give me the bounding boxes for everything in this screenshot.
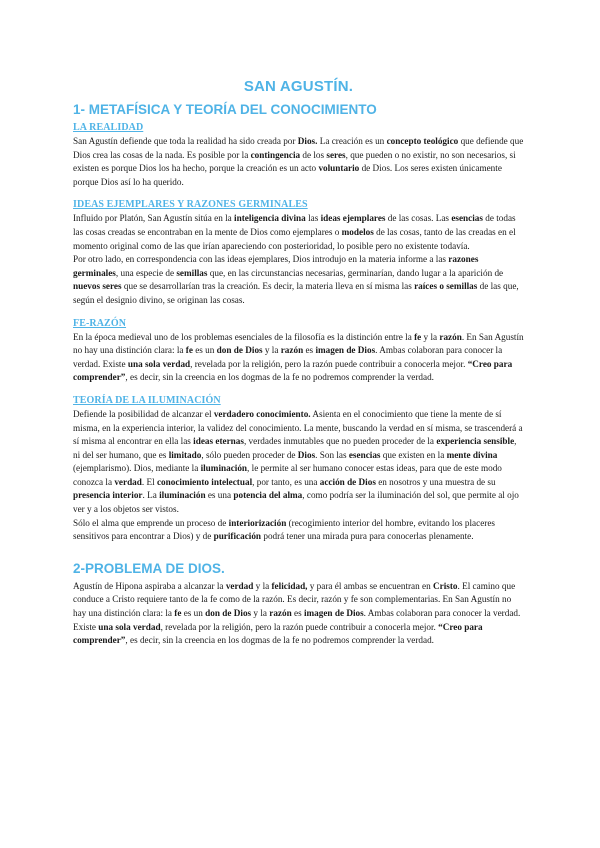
bold-term: don de Dios: [205, 608, 252, 619]
section-title-metafisica: 1- METAFÍSICA Y TEORÍA DEL CONOCIMIENTO: [73, 102, 377, 117]
text-run: . En San Agustín no hay una distinción clara: la: [73, 331, 524, 356]
bold-term: razón: [280, 345, 304, 356]
text-run: Por otro lado, en correspondencia con las ideas ejemplares, Dios introdujo en la materia informe a las: [73, 254, 449, 265]
bold-term: verdad: [114, 476, 142, 487]
text-run: La creación es un: [317, 136, 387, 146]
section-title-problema-dios: 2-PROBLEMA DE DIOS.: [73, 560, 225, 576]
text-run: . Ambas colaboran para conocer la verdad. Existe: [73, 608, 521, 632]
subheading-iluminacion: TEORÍA DE LA ILUMINACIÓN: [73, 394, 221, 406]
bold-term: Cristo: [433, 580, 458, 591]
subsection-ideas-ejemplares: [73, 198, 524, 307]
bold-term: contingencia: [250, 149, 301, 160]
text-run: podrá tener una mirada pura para conocerlas plenamente.: [261, 531, 474, 542]
text-run: es una: [205, 490, 234, 501]
text-run: de los: [300, 149, 327, 160]
paragraph: [73, 253, 524, 307]
bold-term: purificación: [213, 531, 262, 542]
text-run: que, en las circunstancias necesarias, germinarían, dando lugar a la aparición de: [207, 267, 504, 278]
paragraph: [73, 408, 524, 517]
paragraph: [73, 135, 524, 189]
subheading-realidad: LA REALIDAD: [73, 122, 144, 133]
bold-term: conocimiento intelectual: [156, 476, 253, 487]
bold-term: imagen de Dios: [315, 345, 376, 356]
bold-term: concepto teológico: [386, 136, 459, 146]
bold-term: limitado: [168, 449, 202, 460]
text-run: y la: [262, 345, 281, 356]
bold-term: “Creo para comprender”: [73, 621, 483, 646]
bold-term: seres: [326, 149, 346, 160]
bold-term: semillas: [176, 267, 208, 278]
text-run: , sólo pueden proceder de: [201, 449, 298, 460]
bold-term: Dios.: [297, 136, 318, 146]
bold-term: don de Dios: [216, 345, 263, 356]
bold-term: razones germinales: [73, 254, 479, 278]
text-run: , es decir, sin la creencia en los dogmas de la fe no podremos comprender la verdad.: [125, 635, 434, 646]
bold-term: esencias: [451, 213, 483, 224]
bold-term: razón: [439, 331, 462, 342]
text-run: de las que, según el designio divino, se originan las cosas.: [73, 281, 519, 305]
bold-term: iluminación: [159, 490, 206, 501]
subsection-realidad: [73, 121, 524, 189]
text-run: y la: [251, 608, 270, 619]
text-run: En la época medieval uno de los problemas esenciales de la filosofía es la distinción entre la: [73, 331, 415, 342]
paragraph: [73, 212, 524, 253]
text-run: (ejemplarismo). Dios, mediante la: [73, 463, 201, 474]
bold-term: voluntario: [318, 163, 360, 174]
text-run: es: [303, 345, 316, 356]
bold-term: imagen de Dios: [303, 608, 364, 619]
text-run: , revelada por la religión, pero la razón puede contribuir a conocerla mejor.: [160, 621, 439, 632]
bold-term: experiencia sensible: [436, 436, 515, 447]
text-run: y la: [421, 331, 440, 342]
text-run: , por tanto, es una: [252, 476, 320, 487]
bold-term: modelos: [341, 226, 374, 237]
bold-term: acción de Dios: [319, 476, 376, 487]
text-run: es un: [181, 608, 206, 619]
text-run: de todas las cosas creadas se encontraban en la mente de Dios como ejemplares o: [73, 213, 516, 237]
subsection-fe-razon: [73, 317, 524, 385]
text-run: Agustín de Hipona aspiraba a alcanzar la: [73, 580, 226, 591]
text-run: es: [291, 608, 304, 619]
text-run: Defiende la posibilidad de alcanzar el: [73, 408, 214, 419]
bold-term: inteligencia divina: [234, 213, 306, 224]
text-run: Asienta en el conocimiento que tiene la mente de sí misma, en la experiencia interior, la validez del conocimiento. La mente, buscando la verdad en sí misma, se trascenderá a sí misma al encontrar en ella las: [73, 408, 523, 447]
bold-term: Dios: [297, 449, 316, 460]
text-run: , que pueden o no existir, no son necesarios, si existen es porque Dios los ha hecho, porque la creación es un acto: [73, 149, 516, 174]
bold-term: presencia interior: [73, 490, 143, 501]
bold-term: raíces o semillas: [414, 281, 478, 292]
text-run: , una especie de: [115, 267, 177, 278]
text-run: . Son las: [315, 449, 349, 460]
text-run: , revelada por la religión, pero la razón puede contribuir a conocerla mejor.: [190, 358, 468, 369]
bold-term: ideas ejemplares: [320, 213, 386, 224]
document-title: SAN AGUSTÍN.: [243, 78, 354, 95]
subheading-ideas-ejemplares: IDEAS EJEMPLARES Y RAZONES GERMINALES: [73, 199, 308, 211]
bold-term: fe: [174, 608, 182, 619]
text-run: , como podría ser la iluminación del sol, que permite al ojo ver y a los objetos ser vistos.: [73, 490, 519, 515]
subheading-fe-razon: FE-RAZÓN: [73, 317, 127, 329]
bold-term: fe: [185, 345, 193, 356]
bold-term: razón: [269, 608, 292, 619]
bold-term: una sola verdad: [127, 358, 191, 369]
text-run: , verdades inmutables que no pueden proceder de la: [243, 436, 437, 447]
text-run: . El camino que conduce a Cristo requiere tanto de la fe como de la razón. Es decir, razón y fe son complementarias. En San Agustín no hay una distinción clara: la: [73, 580, 516, 619]
text-run: de Dios. Los seres existen únicamente porque Dios así lo ha querido.: [73, 163, 502, 187]
paragraph: [73, 580, 524, 648]
text-run: de las cosas, tanto de las creadas en el momento original como de las que irían apareciendo con posterioridad, lo posible pero no existente todavía.: [73, 226, 516, 251]
bold-term: mente divina: [446, 449, 498, 460]
text-run: , ni del ser humano, que es: [73, 436, 517, 460]
text-run: , le permite al ser humano conocer estas ideas, para que de este modo conozca la: [73, 463, 502, 487]
section-problema-dios-body: [73, 580, 524, 648]
text-run: . La: [142, 490, 160, 501]
bold-term: una sola verdad: [98, 621, 161, 632]
paragraph: [73, 517, 524, 544]
text-run: y para él ambas se encuentran en: [307, 580, 433, 591]
bold-term: iluminación: [200, 463, 248, 474]
bold-term: ideas eternas: [193, 436, 244, 447]
text-run: Influido por Platón, San Agustín sitúa en la: [73, 213, 235, 224]
text-run: . Ambas colaboran para conocer la verdad. Existe: [73, 345, 503, 369]
text-run: . El: [141, 476, 157, 487]
text-run: de las cosas. Las: [385, 213, 452, 224]
bold-term: felicidad,: [271, 580, 308, 591]
text-run: , es decir, sin la creencia en los dogmas de la fe no podremos comprender la verdad.: [125, 372, 434, 383]
bold-term: interiorización: [228, 517, 287, 528]
text-run: es un: [192, 345, 217, 356]
subsection-iluminacion: [73, 394, 524, 544]
bold-term: “Creo para comprender”: [73, 358, 513, 383]
bold-term: fe: [414, 331, 422, 342]
text-run: que defiende que Dios crea las cosas de la nada. Es posible por la: [73, 136, 524, 160]
text-run: las: [305, 213, 321, 224]
text-run: (recogimiento interior del hombre, evitando los placeres sensitivos para encontrar a Dios) y de: [73, 517, 496, 542]
bold-term: verdadero conocimiento.: [213, 408, 311, 419]
text-run: San Agustín defiende que toda la realidad ha sido creada por: [73, 136, 298, 146]
bold-term: verdad: [225, 580, 254, 591]
text-run: en nosotros y una muestra de su: [375, 476, 496, 487]
text-run: Sólo el alma que emprende un proceso de: [73, 517, 229, 528]
text-run: que se desarrollarían tras la creación. Es decir, la materia lleva en sí misma las: [121, 281, 415, 292]
bold-term: esencias: [348, 449, 381, 460]
bold-term: potencia del alma: [233, 490, 303, 501]
text-run: que existen en la: [380, 449, 447, 460]
text-run: y la: [253, 580, 272, 591]
bold-term: nuevos seres: [73, 281, 122, 292]
paragraph: [73, 331, 524, 385]
